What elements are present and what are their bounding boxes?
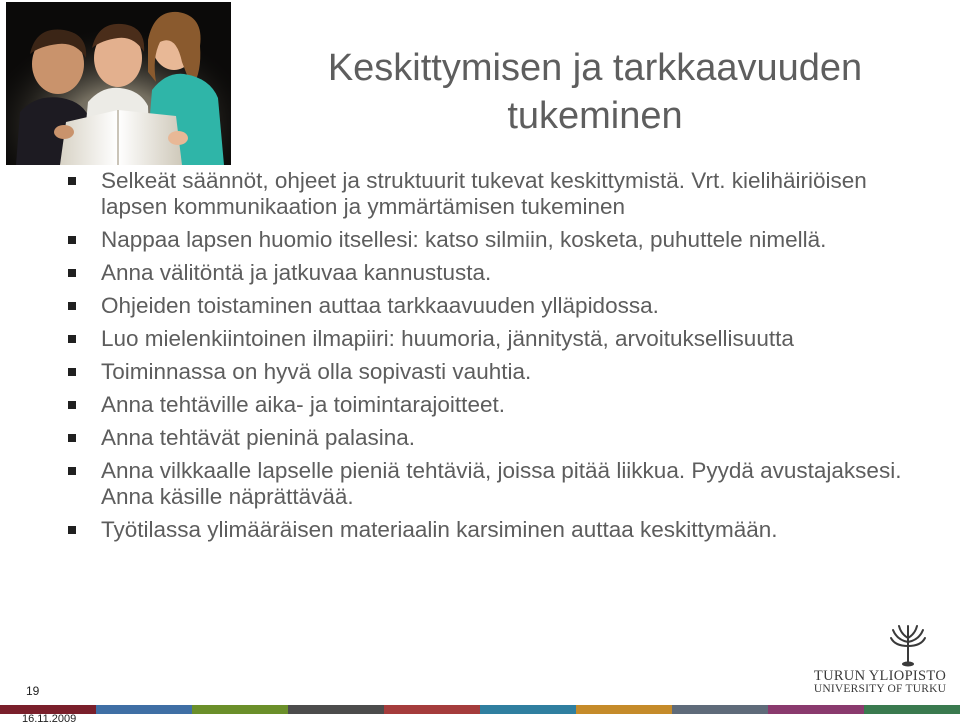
slide-title: Keskittymisen ja tarkkaavuuden tukeminen bbox=[327, 47, 863, 137]
square-bullet-icon bbox=[68, 526, 76, 534]
decorative-color-bar bbox=[0, 705, 960, 714]
color-bar-segment bbox=[672, 705, 768, 714]
bullet-item bbox=[66, 168, 936, 220]
bullet-item bbox=[66, 392, 936, 418]
square-bullet-icon bbox=[68, 401, 76, 409]
bullet-item bbox=[66, 326, 936, 352]
square-bullet-icon bbox=[68, 467, 76, 475]
bullet-text: Ohjeiden toistaminen auttaa tarkkaavuuden ylläpidossa. bbox=[101, 293, 659, 318]
slide-date: 16.11.2009 bbox=[22, 713, 77, 725]
bullet-text: Luo mielenkiintoinen ilmapiiri: huumoria, jännitystä, arvoituksellisuutta bbox=[101, 326, 794, 351]
square-bullet-icon bbox=[68, 368, 76, 376]
bullet-item bbox=[66, 458, 936, 510]
logo-text-en: UNIVERSITY OF TURKU bbox=[813, 683, 947, 695]
color-bar-segment bbox=[480, 705, 576, 714]
color-bar-segment bbox=[192, 705, 288, 714]
bullet-item bbox=[66, 517, 936, 543]
color-bar-segment bbox=[576, 705, 672, 714]
color-bar-segment bbox=[768, 705, 864, 714]
bullet-list bbox=[66, 168, 936, 550]
bullet-text: Anna tehtävät pieninä palasina. bbox=[101, 425, 415, 450]
page-number: 19 bbox=[26, 684, 40, 698]
bullet-item bbox=[66, 293, 936, 319]
bullet-item bbox=[66, 425, 936, 451]
color-bar-segment bbox=[288, 705, 384, 714]
square-bullet-icon bbox=[68, 269, 76, 277]
color-bar-segment bbox=[96, 705, 192, 714]
square-bullet-icon bbox=[68, 236, 76, 244]
color-bar-segment bbox=[864, 705, 960, 714]
bullet-text: Anna tehtäville aika- ja toimintarajoitteet. bbox=[101, 392, 505, 417]
color-bar-segment bbox=[384, 705, 480, 714]
torch-emblem-icon bbox=[805, 624, 955, 668]
bullet-item bbox=[66, 260, 936, 286]
square-bullet-icon bbox=[68, 434, 76, 442]
bullet-text: Anna välitöntä ja jatkuvaa kannustusta. bbox=[101, 260, 492, 285]
bullet-item bbox=[66, 359, 936, 385]
bullet-text: Työtilassa ylimääräisen materiaalin karsiminen auttaa keskittymään. bbox=[101, 517, 778, 542]
square-bullet-icon bbox=[68, 302, 76, 310]
children-reading-book-photo bbox=[6, 2, 231, 165]
bullet-text: Toiminnassa on hyvä olla sopivasti vauhtia. bbox=[101, 359, 532, 384]
bullet-text: Nappaa lapsen huomio itsellesi: katso silmiin, kosketa, puhuttele nimellä. bbox=[101, 227, 827, 252]
bullet-item bbox=[66, 227, 936, 253]
logo-text-fi: TURUN YLIOPISTO bbox=[813, 668, 947, 684]
square-bullet-icon bbox=[68, 335, 76, 343]
university-of-turku-torch-logo bbox=[805, 624, 955, 696]
bullet-text: Selkeät säännöt, ohjeet ja struktuurit tukevat keskittymistä. Vrt. kielihäiriöisen lapsen kommunikaation ja ymmärtämisen tukeminen bbox=[101, 168, 867, 219]
square-bullet-icon bbox=[68, 177, 76, 185]
bullet-text: Anna vilkkaalle lapselle pieniä tehtäviä, joissa pitää liikkua. Pyydä avustajaksesi. Anna käsille näprättävää. bbox=[101, 458, 902, 509]
